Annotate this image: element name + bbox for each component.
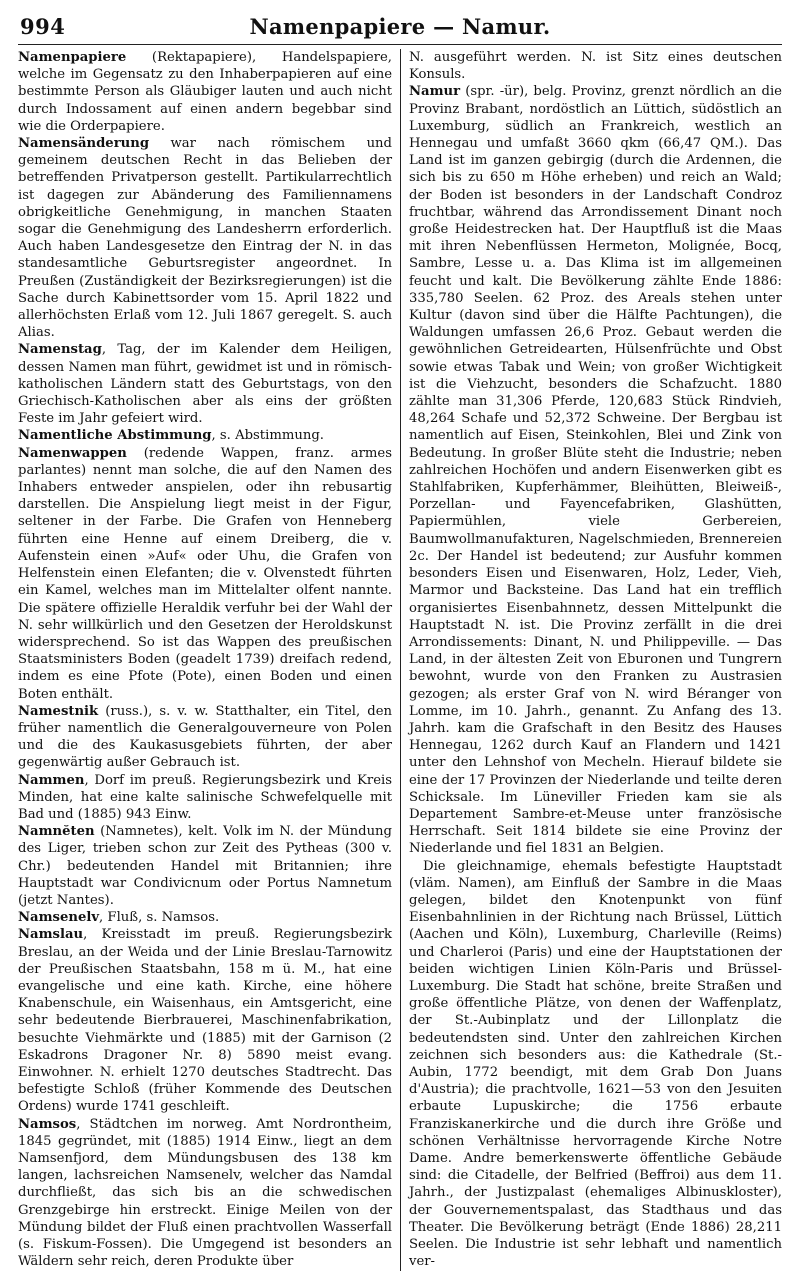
entry-text: Die gleichnamige, ehemals befestigte Hauptstadt (vläm. Namen), am Einfluß der Sambre in die Maas gelegen, bildet den Knotenpunkt von fünf Eisenbahnlinien in der Richtung nach Brüssel, Lüttich (Aachen und Köln), Luxemburg, Charleville (Reims) und Charleroi (Paris) und eine der Hauptstationen der beiden wichtigen Linien Köln-Paris und Brüssel-Luxemburg. Die Stadt hat schöne, breite Straßen und große öffentliche Plätze, von denen der Waffenplatz, der St.-Aubinplatz und der Lillonplatz die bedeutendsten sind. Unter den zahlreichen Kirchen zeichnen sich besonders aus: die Kathedrale (St.-Aubin, 1772 beendigt, mit dem Grab Don Juans d'Austria); die prachtvolle, 1621—53 von den Jesuiten erbaute Lupuskirche; die 1756 erbaute Franziskanerkirche und die durch ihre Größe und schönen Verhältnisse hervorragende Kirche Notre Dame. Andre bemerkenswerte öffentliche Gebäude sind: die Citadelle, der Belfried (Beffroi) aus dem 11. Jahrh., der Justizpalast (ehemaliges Albinuskloster), der Gouvernementspalast, das Stadthaus und das Theater. Die Bevölkerung beträgt (Ende 1886) 28,211 Seelen. Die Industrie ist sehr lebhaft und namentlich ver- (409, 858, 782, 1270)
entry-text: , Dorf im preuß. Regierungsbezirk und Kreis Minden, hat eine kalte salinische Schwefelquelle mit Bad und (1885) 943 Einw. (18, 772, 392, 822)
entry-text: , Fluß, s. Namsos. (99, 910, 220, 926)
entry-text: , s. Abstimmung. (211, 428, 324, 444)
entry (409, 83, 782, 857)
entry-text: , Tag, der im Kalender dem Heiligen, dessen Namen man führt, gewidmet ist und in römisch-katholischen Ländern statt des Geburtstags, von den Griechisch-Katholischen aber als eins der größten Feste im Jahr gefeiert wird. (18, 342, 392, 427)
entry-lemma: Namur (409, 84, 461, 100)
entry (18, 703, 392, 772)
entry-lemma: Namenstag (18, 342, 102, 358)
entry-text: (Namnetes), kelt. Volk im N. der Mündung des Liger, trieben schon zur Zeit des Pytheas (300 v. Chr.) bedeutenden Handel mit Britannien; ihre Hauptstadt war Condivicnum oder Portus Namnetum (jetzt Nantes). (18, 824, 392, 908)
entry-text: N. ausgeführt werden. N. ist Sitz eines deutschen Konsuls. (409, 50, 782, 83)
left-column (18, 49, 400, 1271)
entry-text: (Rektapapiere), Handelspapiere, welche im Gegensatz zu den Inhaberpapieren auf eine bestimmte Person als Gläubiger lauten und auch nicht durch Indossament auf einen andern begebbar sind wie die Orderpapiere. (18, 50, 392, 134)
right-column (400, 49, 782, 1271)
entry-lemma: Namenpapiere (18, 50, 127, 65)
entry (18, 135, 392, 341)
entry (18, 427, 392, 444)
entry-lemma: Nammen (18, 772, 85, 788)
entry-lemma: Namentliche Abstimmung (18, 428, 212, 444)
entry (18, 772, 392, 824)
entry-paragraph (409, 858, 782, 1271)
text-columns (18, 49, 782, 1271)
entry-text: (redende Wappen, franz. armes parlantes) nennt man solche, die auf den Namen des Inhabers entweder anspielen, oder ihn rebusartig darstellen. Die Anspielung liegt meist in der Figur, seltener in der Farbe. Die Grafen von Henneberg führten eine Henne auf einem Dreiberg, die v. Aufenstein einen »Auf« oder Uhu, die Grafen von Helfenstein einen Elefanten; die v. Olvenstedt führten ein Kamel, welches man im Mittelalter olfent nannte. Die spätere offizielle Heraldik verfuhr bei der Wahl der N. sehr willkürlich und den Gesetzen der Heroldskunst widersprechend. So ist das Wappen des preußischen Staatsministers Boden (geadelt 1739) dreifach redend, indem es eine Pfote (Pote), einen Boden und einen Boten enthält. (18, 445, 392, 702)
entry (18, 445, 392, 703)
entry-text: , Städtchen im norweg. Amt Nordrontheim, 1845 gegründet, mit (1885) 1914 Einw., liegt an dem Namsenfjord, dem Mündungsbusen des 138 km langen, lachsreichen Namsenelv, welcher das Namdal durchfließt, das sich bis an die schwedischen Grenzgebirge hin erstreckt. Einige Meilen von der Mündung bildet der Fluß einen prachtvollen Wasserfall (s. Fiskum-Fossen). Die Umgegend ist besonders an Wäldern sehr reich, deren Produkte über (18, 1116, 392, 1270)
entry (18, 909, 392, 926)
entry-lemma: Namenwappen (18, 445, 127, 461)
page-header (18, 10, 782, 45)
entry (18, 1116, 392, 1271)
entry-continuation (409, 49, 782, 83)
entry (18, 49, 392, 135)
entry-lemma: Namsos (18, 1116, 77, 1132)
entry (18, 926, 392, 1115)
entry (18, 341, 392, 427)
running-head: Namenpapiere — Namur. (249, 14, 551, 39)
entry-lemma: Namestnik (18, 703, 99, 719)
entry-text: , Kreisstadt im preuß. Regierungsbezirk Breslau, an der Weida und der Linie Breslau-Tarnowitz der Preußischen Staatsbahn, 158 m ü. M., hat eine evangelische und eine kath. Kirche, eine höhere Knabenschule, ein Waisenhaus, ein Amtsgericht, eine sehr bedeutende Bierbrauerei, Maschinenfabrikation, besuchte Viehmärkte und (1885) mit der Garnison (2 Eskadrons Dragoner Nr. 8) 5890 meist evang. Einwohner. N. erhielt 1270 deutsches Stadtrecht. Das befestigte Schloß (früher Kommende des Deutschen Ordens) wurde 1741 geschleift. (18, 927, 392, 1115)
page-number: 994 (20, 14, 66, 39)
entry-lemma: Namsenelv (18, 910, 100, 926)
entry-lemma: Namensänderung (18, 136, 150, 152)
entry-lemma: Namnĕten (18, 824, 95, 840)
entry-text: war nach römischem und gemeinem deutschen Recht in das Belieben der betreffenden Privatperson gestellt. Partikularrechtlich ist dagegen zur Abänderung des Familiennamens obrigkeitliche Genehmigung, in manchen Staaten sogar die Genehmigung des Landesherrn erforderlich. Auch haben Landesgesetze den Eintrag der N. in das standesamtliche Geburtsregister angeordnet. In Preußen (Zuständigkeit der Bezirksregierungen) ist die Sache durch Kabinettsorder vom 15. April 1822 und allerhöchsten Erlaß vom 12. Juli 1867 geregelt. S. auch Alias. (18, 136, 392, 341)
entry-lemma: Namslau (18, 927, 84, 943)
entry (18, 823, 392, 909)
entry-text: (russ.), s. v. w. Statthalter, ein Titel, den früher namentlich die Generalgouverneure von Polen und die des Kaukasusgebiets führten, der aber gegenwärtig außer Gebrauch ist. (18, 703, 392, 771)
entry-text: (spr. -ür), belg. Provinz, grenzt nördlich an die Provinz Brabant, nordöstlich an Lüttich, südöstlich an Luxemburg, südlich an Frankreich, westlich an Hennegau und umfaßt 3660 qkm (66,47 QM.). Das Land ist im ganzen gebirgig (durch die Ardennen, die sich bis zu 650 m Höhe erheben) und reich an Wald; der Boden ist besonders in der Landschaft Condroz fruchtbar, während das Arrondissement Dinant noch große Heidestrecken hat. Der Hauptfluß ist die Maas mit ihren Nebenflüssen Hermeton, Molignée, Bocq, Sambre, Lesse u. a. Das Klima ist im allgemeinen feucht und kalt. Die Bevölkerung zählte Ende 1886: 335,780 Seelen. 62 Proz. des Areals stehen unter Kultur (davon sind über die Hälfte Pachtungen), die Waldungen umfassen 26,6 Proz. Gebaut werden die gewöhnlichen Getreidearten, Hülsenfrüchte und Obst sowie etwas Tabak und Wein; von großer Wichtigkeit ist die Viehzucht, besonders die Schafzucht. 1880 zählte man 31,306 Pferde, 120,683 Stück Rindvieh, 48,264 Schafe und 52,372 Schweine. Der Bergbau ist namentlich auf Eisen, Steinkohlen, Blei und Zink von Bedeutung. In großer Blüte steht die Industrie; neben zahlreichen Hochöfen und andern Eisenwerken gibt es Stahlfabriken, Kupferhämmer, Bleihütten, Bleiweiß-, Porzellan- und Fayencefabriken, Glashütten, Papiermühlen, viele Gerbereien, Baumwollmanufakturen, Nagelschmieden, Brennereien 2c. Der Handel ist bedeutend; zur Ausfuhr kommen besonders Eisen und Eisenwaren, Holz, Leder, Vieh, Marmor und Backsteine. Das Land hat ein trefflich organisiertes Eisenbahnnetz, dessen Mittelpunkt die Hauptstadt N. ist. Die Provinz zerfällt in die drei Arrondissements: Dinant, N. und Philippeville. — Das Land, in der ältesten Zeit von Eburonen und Tungrern bewohnt, wurde von den Franken zu Austrasien gezogen; als erster Graf von N. wird Béranger von Lomme, im 10. Jahrh., genannt. Zu Anfang des 13. Jahrh. kam die Grafschaft in den Besitz des Hauses Hennegau, 1262 durch Kauf an Flandern und 1421 unter den Lehnshof von Mecheln. Hierauf bildete sie eine der 17 Provinzen der Niederlande und teilte deren Schicksale. Im Lüneviller Frieden kam sie als Departement Sambre-et-Meuse unter französische Herrschaft. Seit 1814 bildete sie eine Provinz der Niederlande und fiel 1831 an Belgien. (409, 84, 782, 857)
